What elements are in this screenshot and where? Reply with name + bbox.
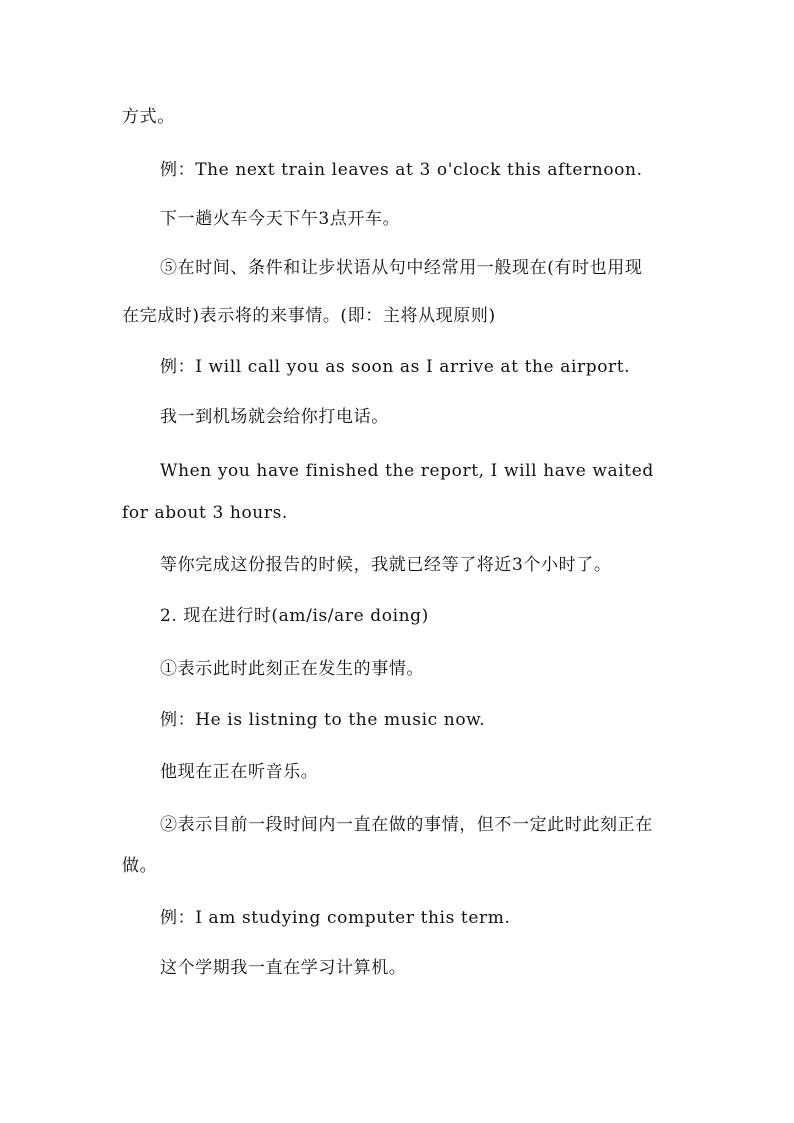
text-line: 方式。 bbox=[122, 107, 175, 127]
text-line: 例：The next train leaves at 3 o'clock this afternoon. bbox=[160, 160, 643, 180]
section-heading: 2. 现在进行时(am/is/are doing) bbox=[160, 606, 429, 626]
text-line: 等你完成这份报告的时候，我就已经等了将近3个小时了。 bbox=[160, 555, 612, 575]
text-line: 我一到机场就会给你打电话。 bbox=[160, 407, 389, 427]
text-line: When you have finished the report, I will have waited bbox=[160, 461, 654, 481]
text-line: 例：I am studying computer this term. bbox=[160, 908, 511, 928]
text-line: 这个学期我一直在学习计算机。 bbox=[160, 958, 407, 978]
text-line: 在完成时)表示将的来事情。(即：主将从现原则) bbox=[122, 306, 496, 326]
text-line: 他现在正在听音乐。 bbox=[160, 762, 319, 782]
text-line: ⑤在时间、条件和让步状语从句中经常用一般现在(有时也用现 bbox=[160, 258, 643, 278]
text-line: 做。 bbox=[122, 856, 158, 876]
text-line: 下一趟火车今天下午3点开车。 bbox=[160, 209, 401, 229]
text-line: ①表示此时此刻正在发生的事情。 bbox=[160, 659, 424, 679]
text-line: ②表示目前一段时间内一直在做的事情，但不一定此时此刻正在 bbox=[160, 815, 653, 835]
text-line: 例：He is listning to the music now. bbox=[160, 710, 486, 730]
text-line: 例：I will call you as soon as I arrive at the airport. bbox=[160, 357, 631, 377]
text-line: for about 3 hours. bbox=[122, 503, 288, 523]
